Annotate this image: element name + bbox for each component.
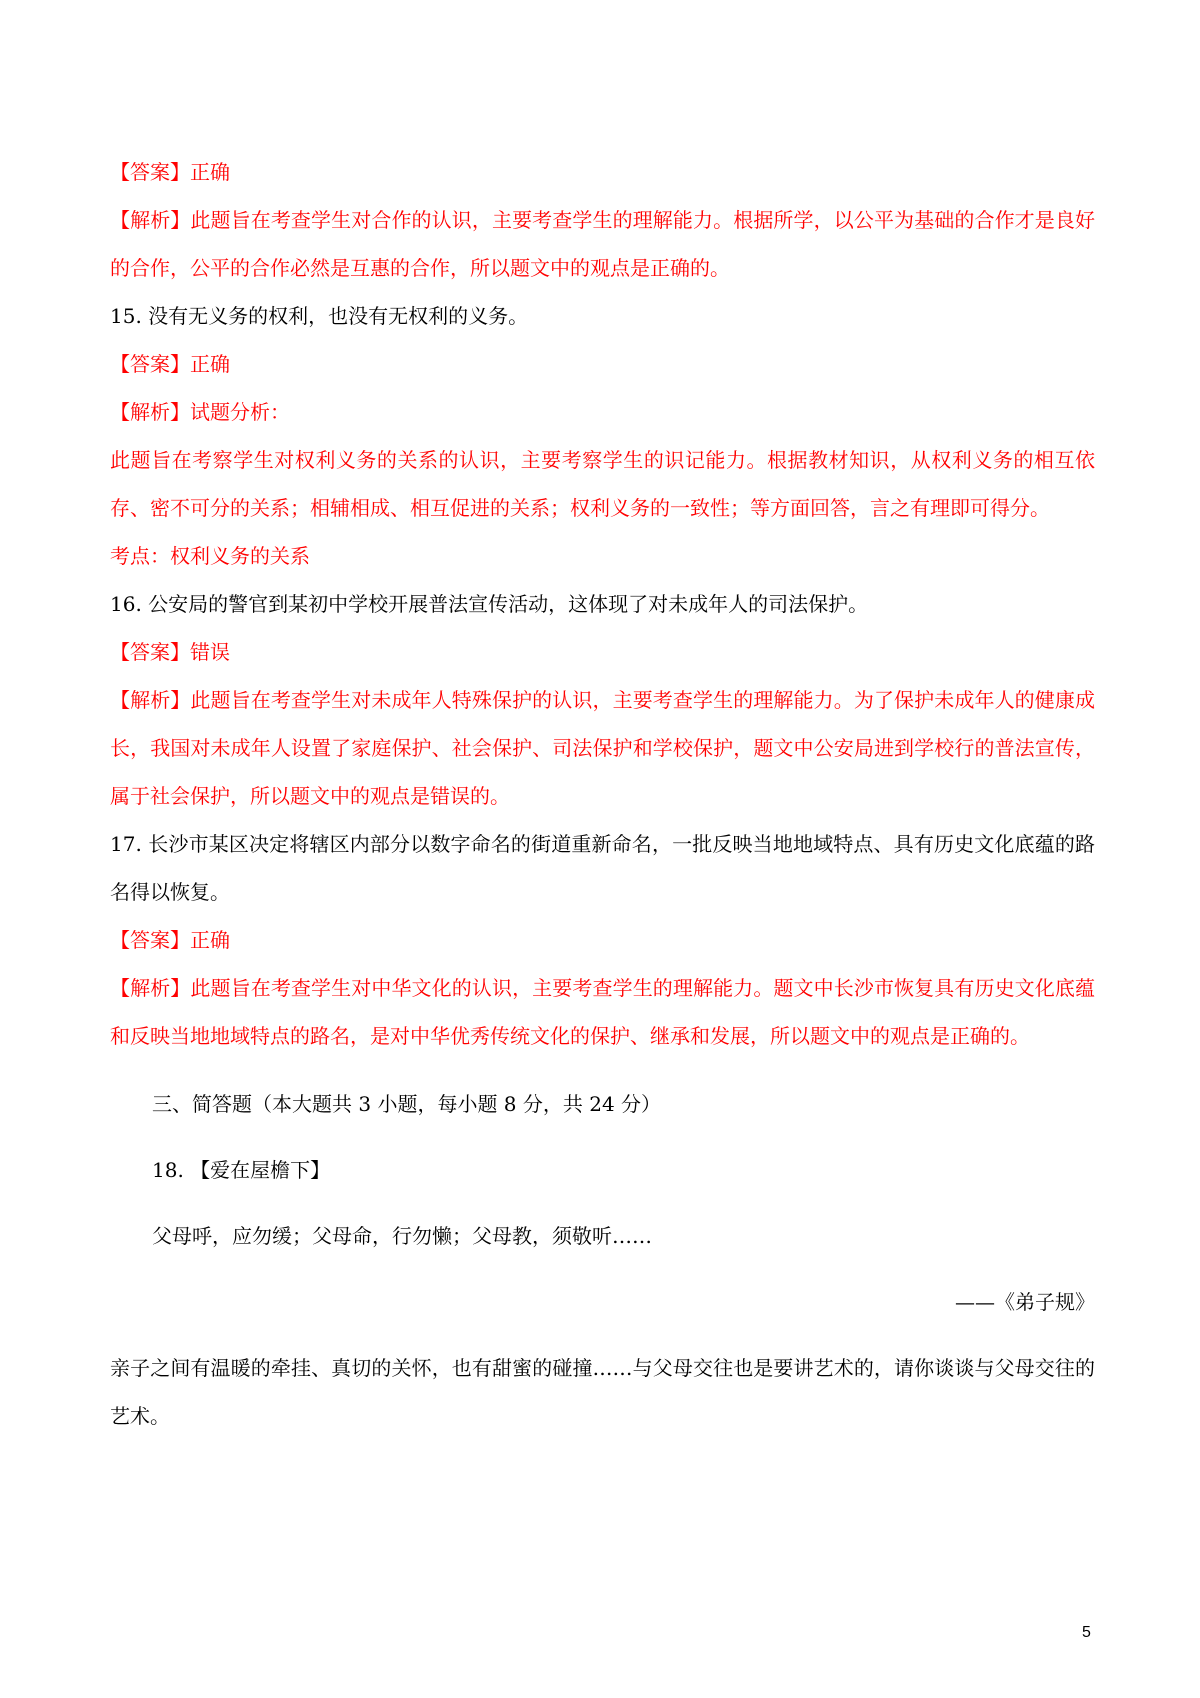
q18-prompt: 亲子之间有温暖的牵挂、真切的关怀，也有甜蜜的碰撞……与父母交往也是要讲艺术的，请你谈谈与父母交往的艺术。 (110, 1356, 1095, 1428)
q15-analysis-head: 【解析】试题分析： (110, 400, 290, 424)
q17-answer: 【答案】正确 (110, 928, 230, 952)
section-3-heading: 三、简答题（本大题共 3 小题，每小题 8 分，共 24 分） (152, 1092, 662, 1116)
q16-analysis: 【解析】此题旨在考查学生对未成年人特殊保护的认识，主要考查学生的理解能力。为了保护未成年人的健康成长，我国对未成年人设置了家庭保护、社会保护、司法保护和学校保护，题文中公安局进到学校行的普法宣传，属于社会保护，所以题文中的观点是错误的。 (110, 688, 1095, 808)
q14-answer: 【答案】正确 (110, 160, 230, 184)
q18-title: 18. 【爱在屋檐下】 (152, 1158, 331, 1182)
q14-analysis: 【解析】此题旨在考查学生对合作的认识，主要考查学生的理解能力。根据所学，以公平为基础的合作才是良好的合作，公平的合作必然是互惠的合作，所以题文中的观点是正确的。 (110, 208, 1095, 280)
q18-quote: 父母呼，应勿缓；父母命，行勿懒；父母教，须敬听…… (152, 1224, 652, 1248)
q16-question: 16. 公安局的警官到某初中学校开展普法宣传活动，这体现了对未成年人的司法保护。 (110, 592, 869, 616)
page-number: 5 (1082, 1624, 1091, 1641)
q15-question: 15. 没有无义务的权利，也没有无权利的义务。 (110, 304, 529, 328)
document-body (110, 148, 1095, 1440)
q17-question: 17. 长沙市某区决定将辖区内部分以数字命名的街道重新命名，一批反映当地地域特点、具有历史文化底蕴的路名得以恢复。 (110, 832, 1095, 904)
q17-analysis: 【解析】此题旨在考查学生对中华文化的认识，主要考查学生的理解能力。题文中长沙市恢复具有历史文化底蕴和反映当地地域特点的路名，是对中华优秀传统文化的保护、继承和发展，所以题文中的观点是正确的。 (110, 976, 1095, 1048)
q15-analysis-body: 此题旨在考察学生对权利义务的关系的认识，主要考察学生的识记能力。根据教材知识，从权利义务的相互依存、密不可分的关系；相辅相成、相互促进的关系；权利义务的一致性；等方面回答，言之有理即可得分。 (110, 448, 1095, 520)
q18-quote-source: ——《弟子规》 (955, 1290, 1095, 1314)
q16-answer: 【答案】错误 (110, 640, 230, 664)
q15-answer: 【答案】正确 (110, 352, 230, 376)
q15-exam-point: 考点：权利义务的关系 (110, 544, 310, 568)
